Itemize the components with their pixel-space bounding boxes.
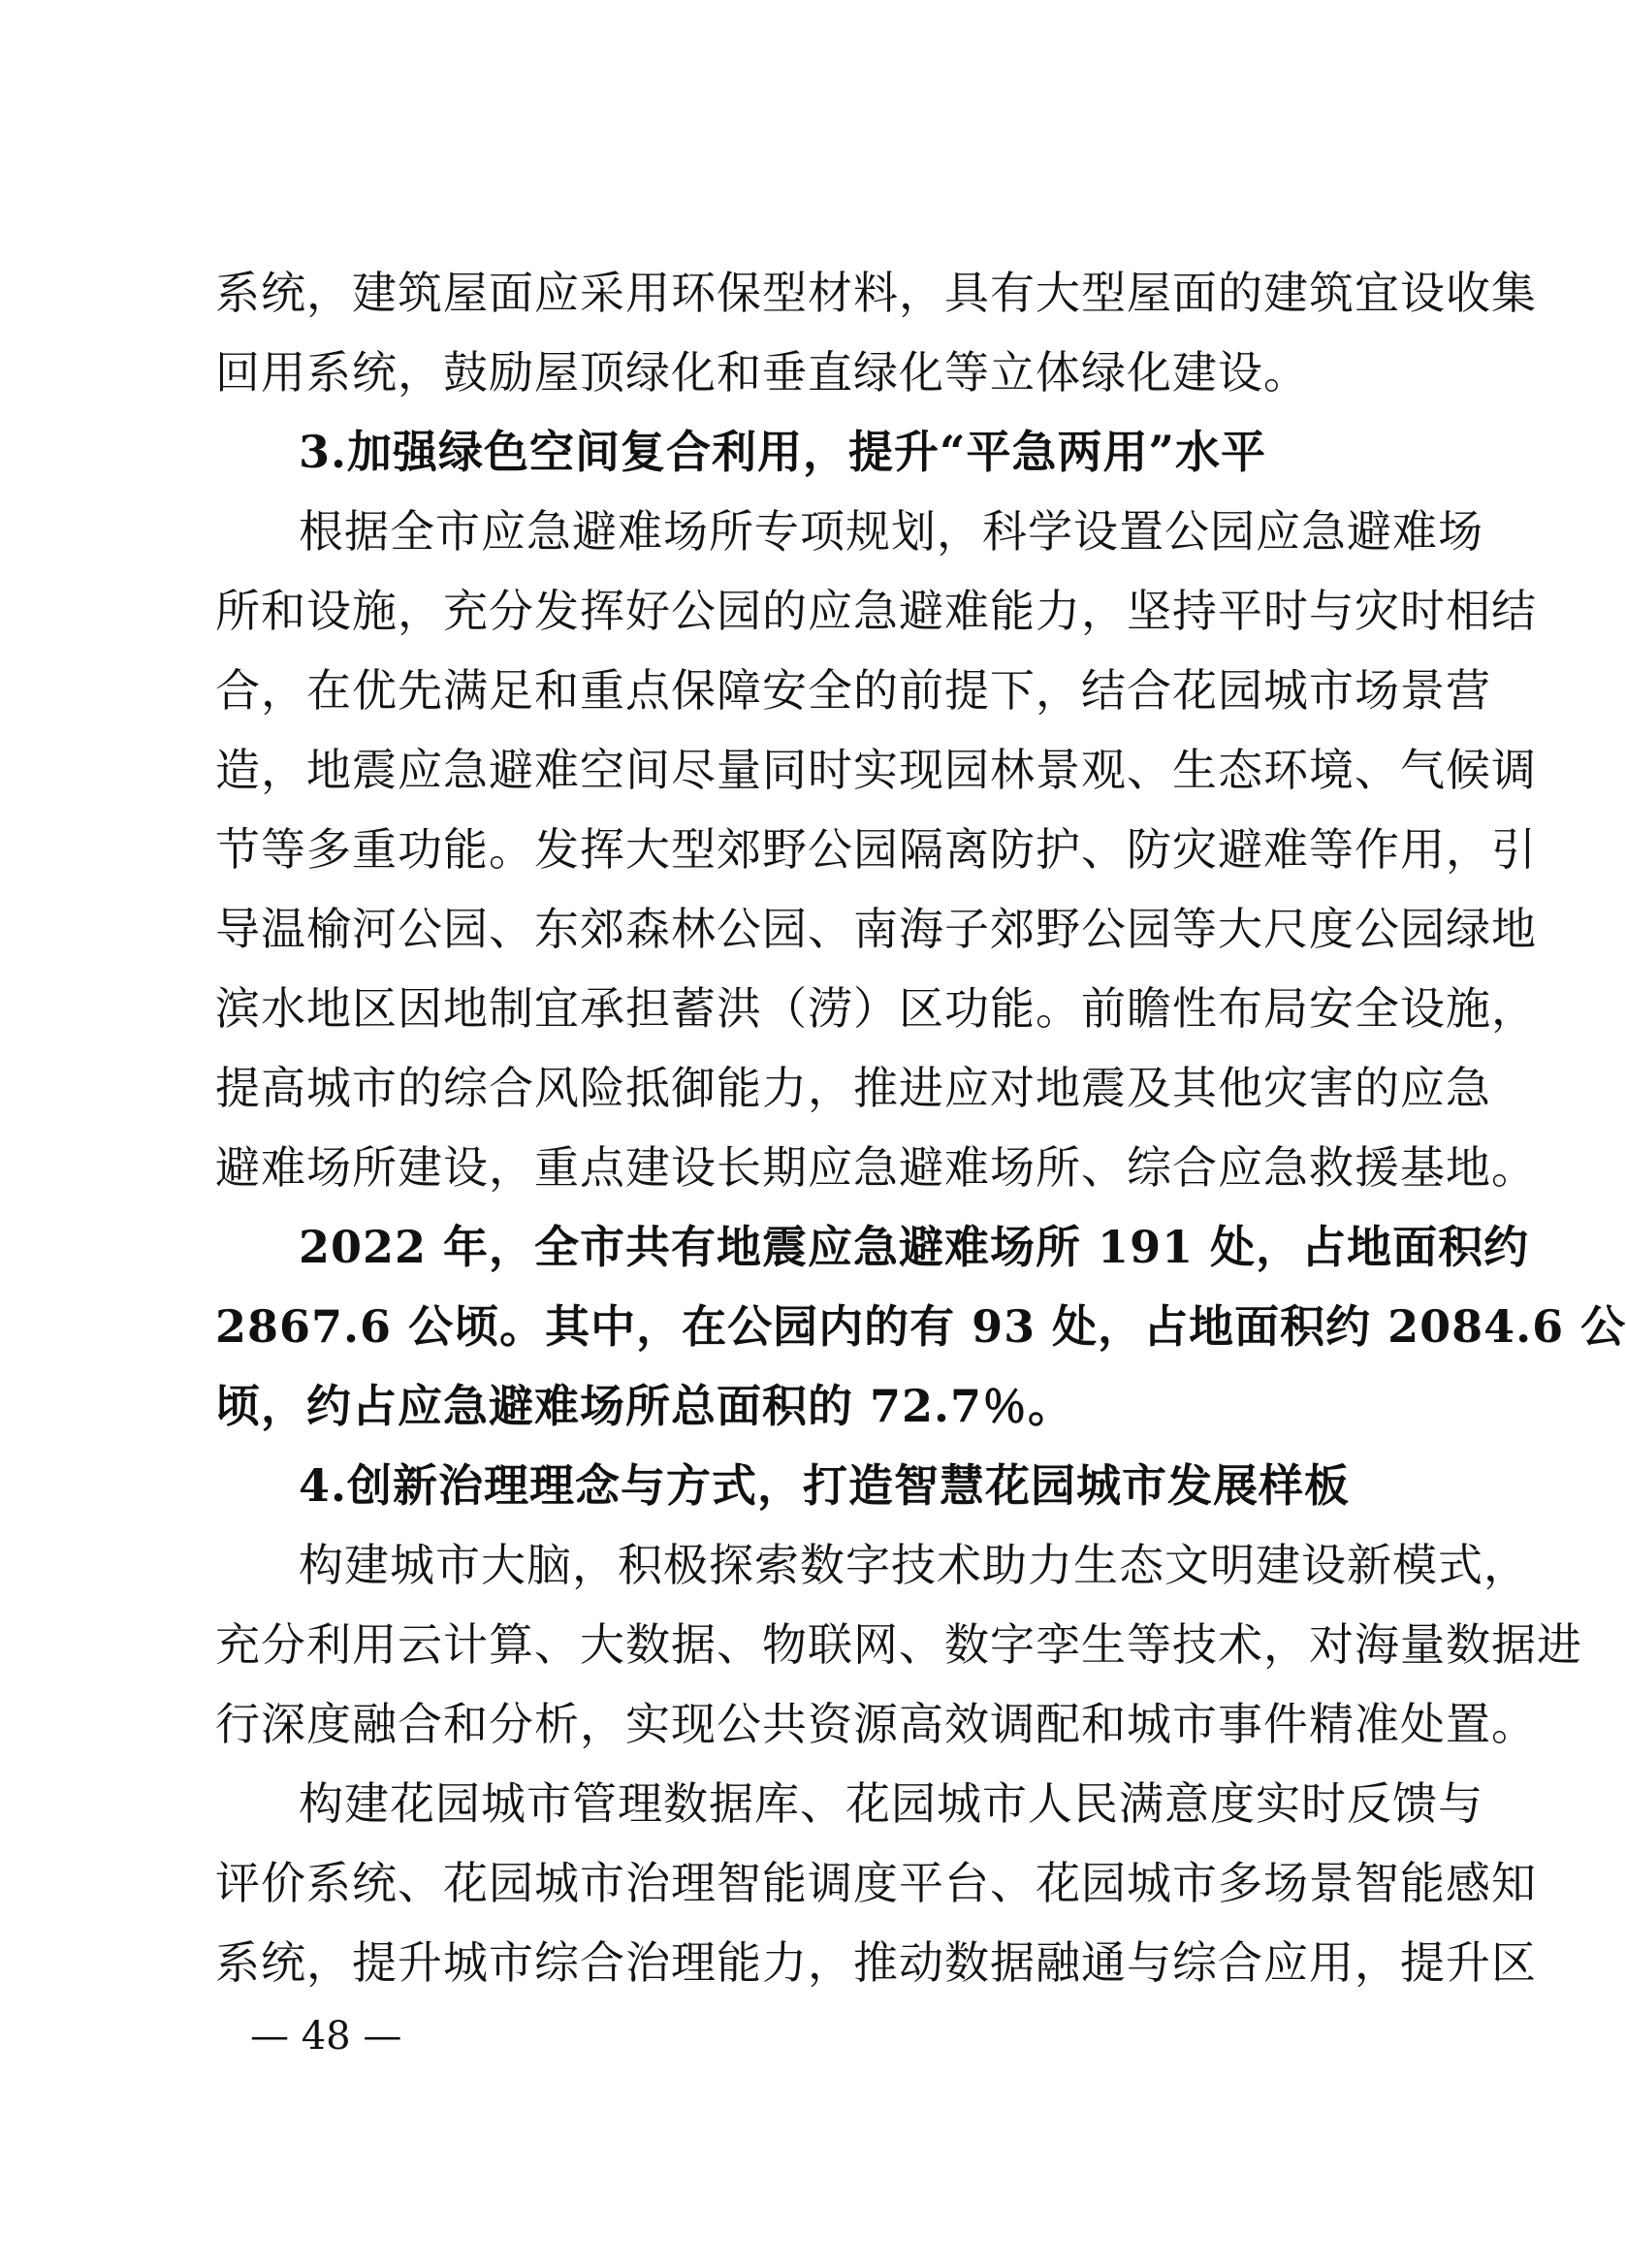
page-number: — 48 — (250, 2014, 402, 2059)
section-heading-3: 3.加强绿色空间复合利用，提升“平急两用”水平 (299, 426, 1266, 478)
body-text-line: 构建城市大脑，积极探索数字技术助力生态文明建设新模式， (299, 1539, 1529, 1591)
body-text-line: 根据全市应急避难场所专项规划，科学设置公园应急避难场 (299, 505, 1483, 558)
body-text-line: 造，地震应急避难空间尽量同时实现园林景观、生态环境、气候调 (215, 744, 1537, 796)
body-text-line: 回用系统，鼓励屋顶绿化和垂直绿化等立体绿化建设。 (215, 346, 1309, 399)
body-text-line: 滨水地区因地制宜承担蓄洪（涝）区功能。前瞻性布局安全设施， (215, 982, 1537, 1035)
body-text-line: 行深度融合和分析，实现公共资源高效调配和城市事件精准处置。 (215, 1698, 1537, 1750)
body-text-line: 充分利用云计算、大数据、物联网、数字孪生等技术，对海量数据进 (215, 1618, 1582, 1671)
statistics-text-line: 2867.6 公顷。其中，在公园内的有 93 处，占地面积约 2084.6 公 (215, 1300, 1626, 1353)
body-text-line: 系统，提升城市综合治理能力，推动数据融通与综合应用，提升区 (215, 1936, 1537, 1989)
body-text-line: 评价系统、花园城市治理智能调度平台、花园城市多场景智能感知 (215, 1857, 1537, 1909)
statistics-text-line: 2022 年，全市共有地震应急避难场所 191 处，占地面积约 (299, 1221, 1530, 1273)
body-text-line: 合，在优先满足和重点保障安全的前提下，结合花园城市场景营 (215, 664, 1491, 717)
body-text-line: 节等多重功能。发挥大型郊野公园隔离防护、防灾避难等作用，引 (215, 823, 1537, 876)
body-text-line: 所和设施，充分发挥好公园的应急避难能力，坚持平时与灾时相结 (215, 585, 1537, 637)
statistics-text-line: 顷，约占应急避难场所总面积的 72.7％。 (215, 1380, 1074, 1432)
body-text-line: 提高城市的综合风险抵御能力，推进应对地震及其他灾害的应急 (215, 1062, 1491, 1114)
body-text-line: 避难场所建设，重点建设长期应急避难场所、综合应急救援基地。 (215, 1141, 1537, 1194)
section-heading-4: 4.创新治理理念与方式，打造智慧花园城市发展样板 (299, 1459, 1351, 1512)
body-text-line: 导温榆河公园、东郊森林公园、南海子郊野公园等大尺度公园绿地 (215, 903, 1537, 955)
body-text-line: 构建花园城市管理数据库、花园城市人民满意度实时反馈与 (299, 1777, 1483, 1830)
body-text-line: 系统，建筑屋面应采用环保型材料，具有大型屋面的建筑宜设收集 (215, 267, 1537, 319)
